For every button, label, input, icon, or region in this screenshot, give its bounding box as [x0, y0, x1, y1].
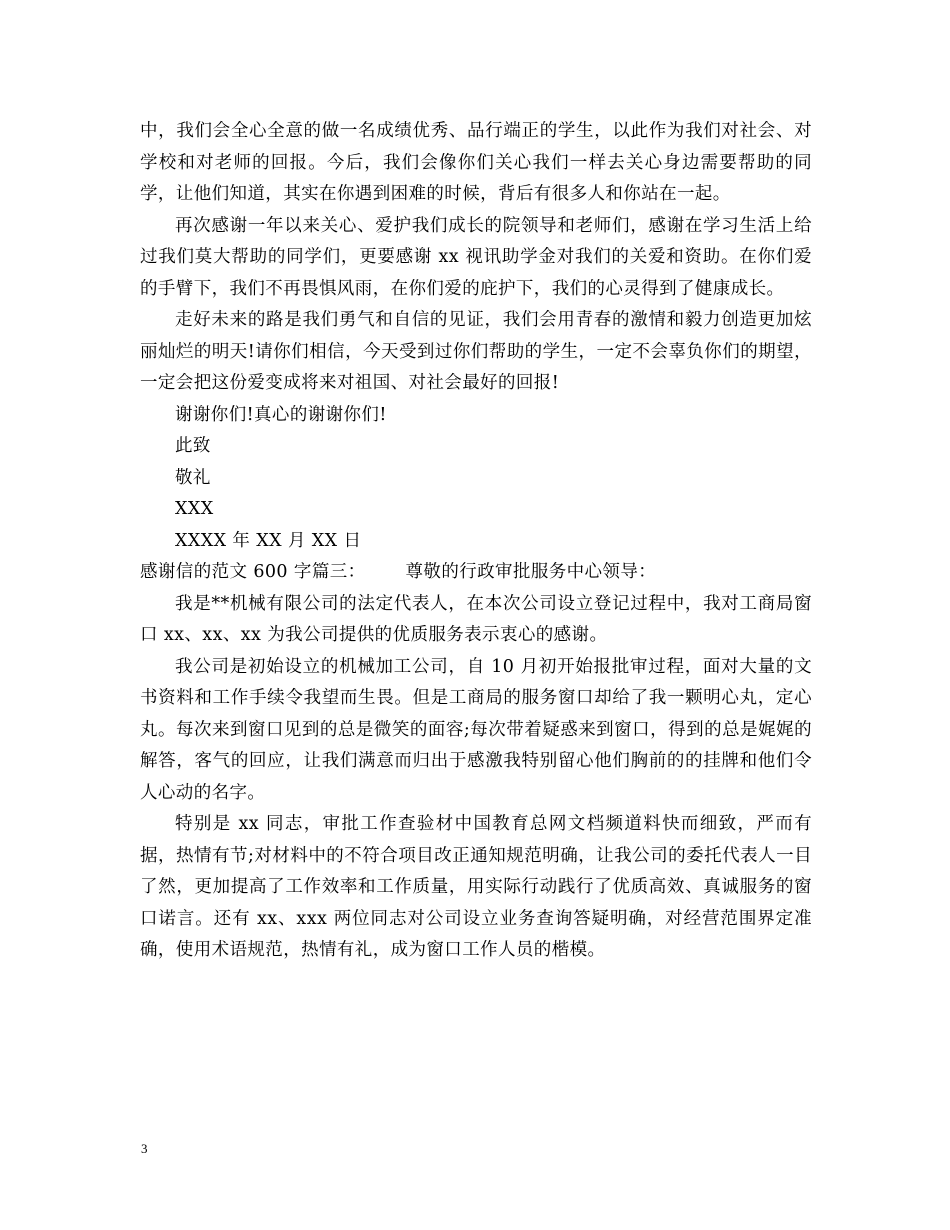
section-heading-line	[140, 557, 812, 589]
page-number: 3	[141, 1141, 148, 1156]
paragraph: 再次感谢一年以来关心、爱护我们成长的院领导和老师们，感谢在学习生活上给过我们莫大帮助的同学们，更要感谢 xx 视讯助学金对我们的关爱和资助。在你们爱的手臂下，我们不再畏惧风雨，在你们爱的庇护下，我们的心灵得到了健康成长。	[140, 215, 812, 299]
paragraph: 走好未来的路是我们勇气和自信的见证，我们会用青春的激情和毅力创造更加炫丽灿烂的明天!请你们相信，今天受到过你们帮助的学生，一定不会辜负你们的期望，一定会把这份爱变成将来对祖国、对社会最好的回报!	[140, 310, 812, 393]
signature-date: XXXX 年 XX 月 XX 日	[175, 530, 362, 551]
paragraph: 我公司是初始设立的机械加工公司，自 10 月初开始报批审过程，面对大量的文书资料和工作手续令我望而生畏。但是工商局的服务窗口却给了我一颗明心丸，定心丸。每次来到窗口见到的总是微笑的面容;每次带着疑惑来到窗口，得到的总是娓娓的解答，客气的回应，让我们满意而归出于感激我特别留心他们胸前的的挂牌和他们令人心动的名字。	[140, 656, 812, 803]
closing-salutation-jing-li: 敬礼	[175, 467, 211, 488]
paragraph: 中，我们会全心全意的做一名成绩优秀、品行端正的学生，以此作为我们对社会、对学校和对老师的回报。今后，我们会像你们关心我们一样去关心身边需要帮助的同学，让他们知道，其实在你遇到困难的时候，背后有很多人和你站在一起。	[140, 121, 812, 204]
document-body	[140, 116, 812, 967]
paragraph: 特别是 xx 同志，审批工作查验材中国教育总网文档频道料快而细致，严而有据，热情有节;对材料中的不符合项目改正通知规范明确，让我公司的委托代表人一目了然，更加提高了工作效率和工作质量，用实际行动践行了优质高效、真诚服务的窗口诺言。还有 xx、xxx 两位同志对公司设立业务查询答疑明确，对经营范围界定准确，使用术语规范，热情有礼，成为窗口工作人员的楷模。	[140, 814, 812, 960]
signature: XXX	[175, 499, 214, 519]
closing-thanks: 谢谢你们!真心的谢谢你们!	[175, 404, 387, 425]
closing-salutation-ci-zhi: 此致	[175, 436, 211, 456]
section-greeting: 尊敬的行政审批服务中心领导：	[405, 562, 657, 582]
section-title: 感谢信的范文 600 字篇三：	[140, 562, 366, 582]
paragraph: 我是**机械有限公司的法定代表人，在本次公司设立登记过程中，我对工商局窗口 xx、xx、xx 为我公司提供的优质服务表示衷心的感谢。	[140, 593, 812, 645]
